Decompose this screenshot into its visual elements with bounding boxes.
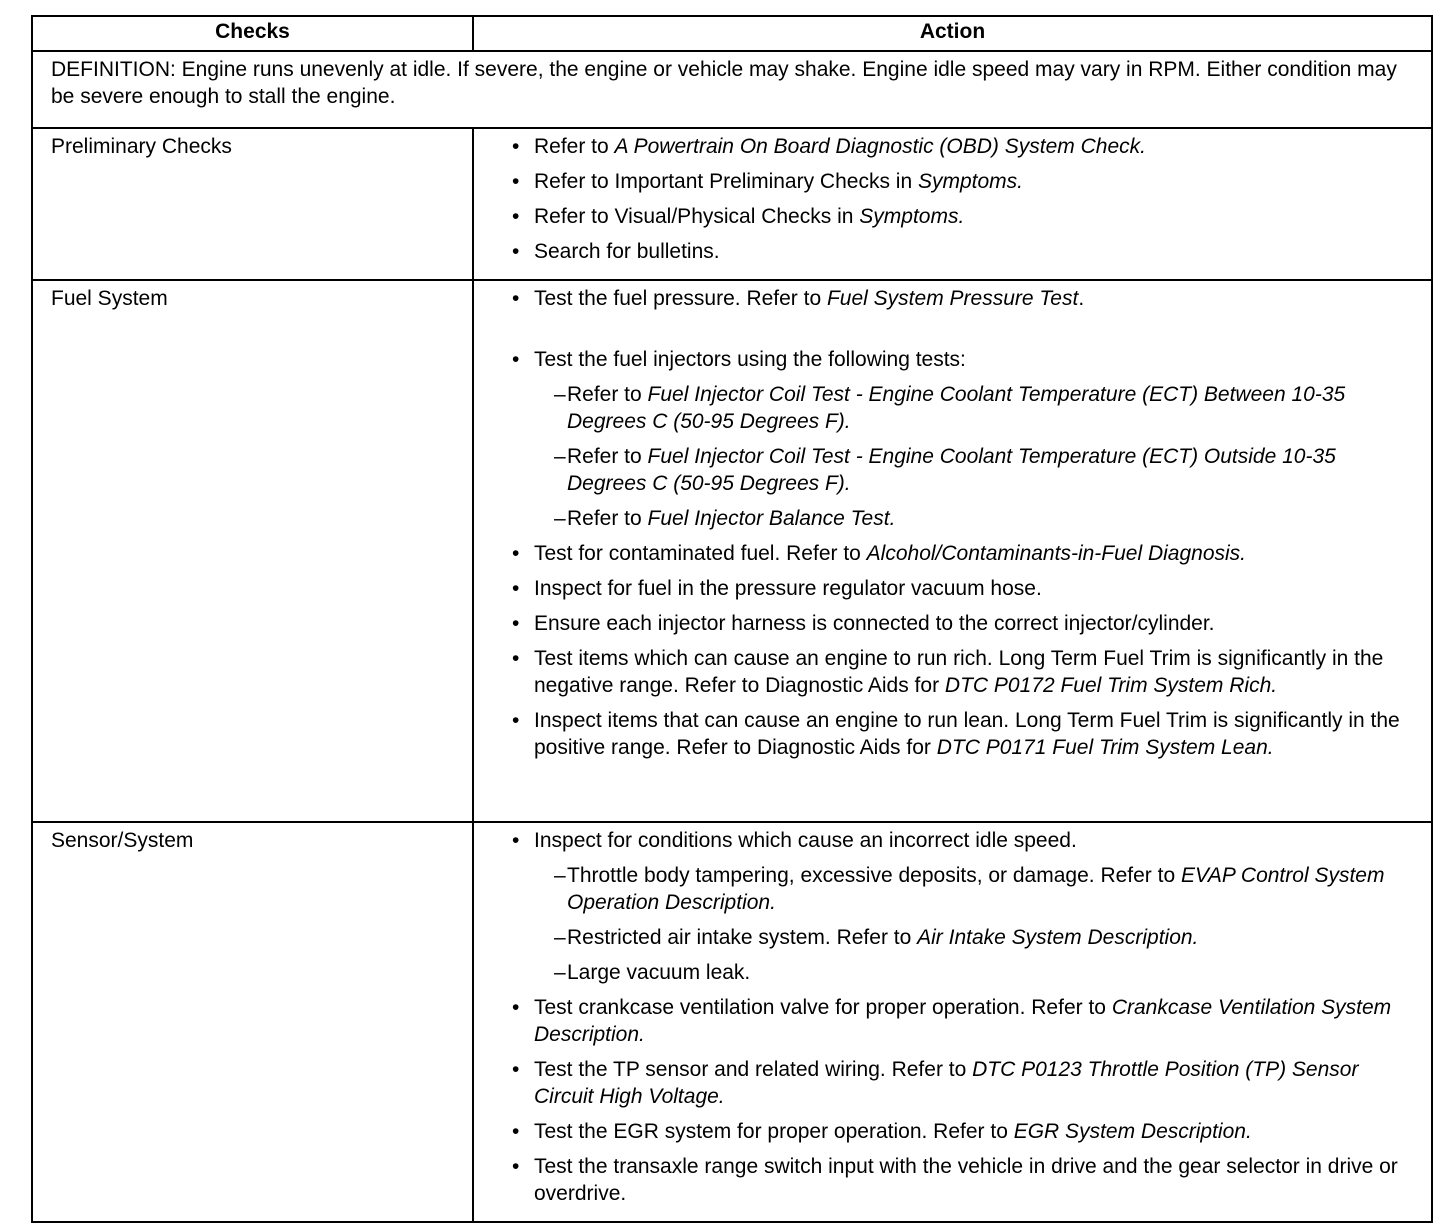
table-row	[32, 128, 1432, 280]
item-text: Test items which can cause an engine to run rich. Long Term Fuel Trim is significantly in the negative range. Refer to Diagnostic Aids for	[534, 647, 1384, 697]
reference-text: Fuel Injector Coil Test - Engine Coolant Temperature (ECT) Outside 10-35 Degrees C (50-95 Degrees F).	[567, 445, 1336, 495]
dash-icon: –	[554, 507, 566, 530]
item-text: Inspect for conditions which cause an incorrect idle speed.	[534, 829, 1077, 852]
checks-header: Checks	[32, 16, 473, 51]
item-text: Refer to	[567, 445, 648, 468]
reference-text: EGR System Description.	[1013, 1120, 1252, 1143]
sub-item	[510, 924, 1421, 951]
reference-text: Symptoms.	[917, 170, 1023, 193]
item-text: Refer to	[534, 135, 615, 158]
bullet-item	[510, 285, 1421, 312]
item-text: .	[1078, 287, 1085, 310]
check-cell: Preliminary Checks	[32, 128, 473, 280]
sub-item	[510, 959, 1421, 986]
item-text: Restricted air intake system. Refer to	[567, 926, 918, 949]
item-text: Refer to	[567, 383, 648, 406]
action-cell	[473, 280, 1432, 822]
sub-item	[510, 862, 1421, 916]
item-text: Test the TP sensor and related wiring. Refer to	[534, 1058, 973, 1081]
item-text: Ensure each injector harness is connected to the correct injector/cylinder.	[534, 612, 1215, 635]
dash-icon: –	[554, 383, 566, 406]
item-text: Inspect items that can cause an engine to run lean. Long Term Fuel Trim is significantly in the positive range. Refer to Diagnostic Aids for	[534, 709, 1400, 759]
dash-icon: –	[554, 445, 566, 468]
bullet-item	[510, 203, 1421, 230]
bullet-item	[510, 645, 1421, 699]
table-row	[32, 822, 1432, 1222]
bullet-item	[510, 540, 1421, 567]
check-cell: Sensor/System	[32, 822, 473, 1222]
item-text: Throttle body tampering, excessive deposits, or damage. Refer to	[567, 864, 1181, 887]
item-text: Refer to	[567, 507, 648, 530]
action-header: Action	[473, 16, 1432, 51]
dash-icon: –	[554, 864, 566, 887]
reference-text: DTC P0171 Fuel Trim System Lean.	[936, 736, 1274, 759]
item-text: Test the fuel pressure. Refer to	[534, 287, 827, 310]
reference-text: A Powertrain On Board Diagnostic (OBD) System Check.	[614, 135, 1146, 158]
reference-text: Crankcase Ventilation System Description.	[534, 996, 1392, 1046]
reference-text: Fuel Injector Balance Test.	[647, 507, 896, 530]
bullet-item	[510, 994, 1421, 1048]
reference-text: Fuel System Pressure Test	[826, 287, 1079, 310]
dash-icon: –	[554, 926, 566, 949]
item-text: Refer to Visual/Physical Checks in	[534, 205, 860, 228]
item-text: Large vacuum leak.	[567, 961, 751, 984]
check-cell: Fuel System	[32, 280, 473, 822]
table-row	[32, 280, 1432, 822]
item-text: Test the EGR system for proper operation. Refer to	[534, 1120, 1014, 1143]
item-text: Test crankcase ventilation valve for proper operation. Refer to	[534, 996, 1112, 1019]
definition-text: DEFINITION: Engine runs unevenly at idle. If severe, the engine or vehicle may shake. Engine idle speed may vary in RPM. Either condition may be severe enough to stall the engine.	[32, 51, 1432, 128]
bullet-item	[510, 1153, 1421, 1207]
reference-text: Fuel Injector Coil Test - Engine Coolant Temperature (ECT) Between 10-35 Degrees C (50-95 Degrees F).	[567, 383, 1346, 433]
bullet-item	[510, 827, 1421, 854]
bullet-item	[510, 1056, 1421, 1110]
bullet-item	[510, 575, 1421, 602]
reference-text: Air Intake System Description.	[917, 926, 1199, 949]
action-cell	[473, 128, 1432, 280]
bullet-item	[510, 346, 1421, 373]
bullet-item	[510, 1118, 1421, 1145]
definition-row	[32, 51, 1432, 128]
bullet-item	[510, 168, 1421, 195]
reference-text: DTC P0172 Fuel Trim System Rich.	[944, 674, 1278, 697]
item-text: Test for contaminated fuel. Refer to	[534, 542, 867, 565]
bullet-item	[510, 238, 1421, 265]
item-text: Search for bulletins.	[534, 240, 720, 263]
sub-item	[510, 505, 1421, 532]
dash-icon: –	[554, 961, 566, 984]
item-text: Test the fuel injectors using the following tests:	[534, 348, 966, 371]
item-text: Inspect for fuel in the pressure regulator vacuum hose.	[534, 577, 1042, 600]
action-cell	[473, 822, 1432, 1222]
item-text: Test the transaxle range switch input with the vehicle in drive and the gear selector in drive or overdrive.	[534, 1155, 1398, 1205]
reference-text: EVAP Control System Operation Description.	[567, 864, 1385, 914]
reference-text: Symptoms.	[859, 205, 965, 228]
bullet-item	[510, 610, 1421, 637]
sub-item	[510, 381, 1421, 435]
item-text: Refer to Important Preliminary Checks in	[534, 170, 918, 193]
reference-text: DTC P0123 Throttle Position (TP) Sensor Circuit High Voltage.	[534, 1058, 1359, 1108]
bullet-item	[510, 133, 1421, 160]
reference-text: Alcohol/Contaminants-in-Fuel Diagnosis.	[866, 542, 1247, 565]
diagnostic-table	[31, 15, 1433, 1223]
header-row	[32, 16, 1432, 51]
sub-item	[510, 443, 1421, 497]
bullet-item	[510, 707, 1421, 761]
